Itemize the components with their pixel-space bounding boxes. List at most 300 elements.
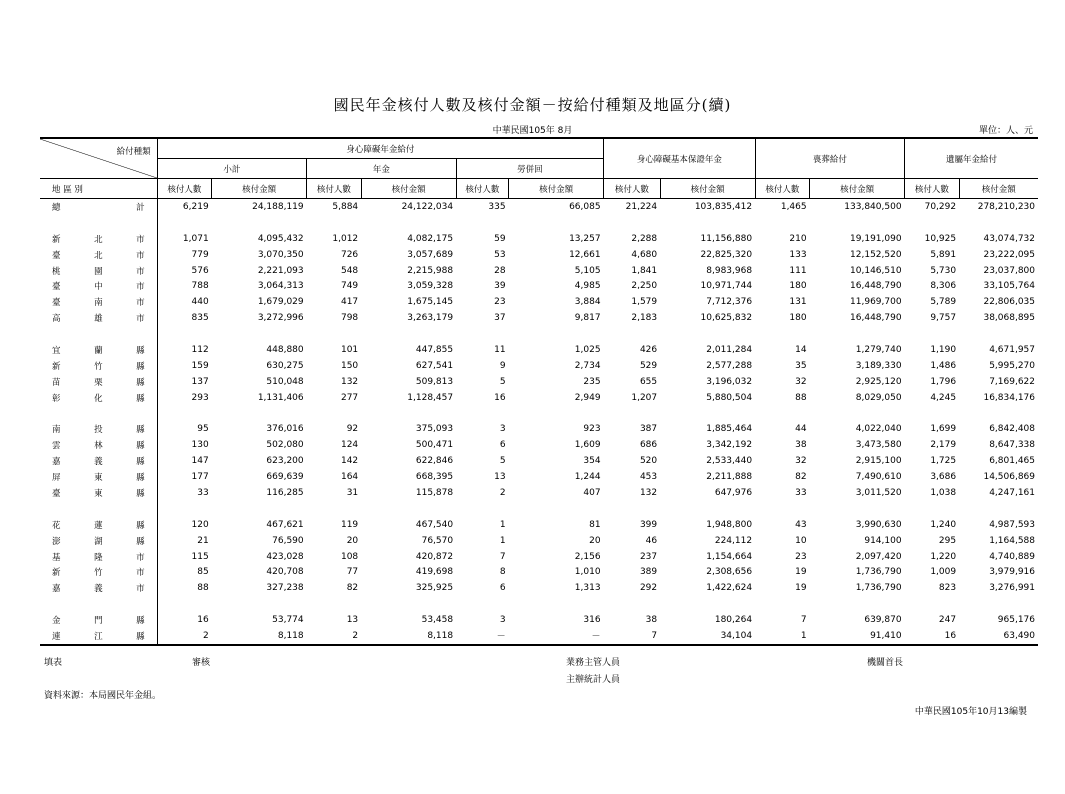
row-spacer [40, 326, 1038, 342]
area-cell [40, 628, 157, 645]
count-cell: 9,757 [930, 313, 957, 324]
count-cell: 39 [494, 281, 506, 292]
table-row [40, 453, 1038, 469]
amount-cell: 3,057,689 [407, 249, 454, 260]
amount-cell: 11,969,700 [850, 297, 902, 308]
count-cell: 1 [499, 519, 506, 530]
amount-cell: 10,146,510 [850, 265, 902, 276]
amount-cell: 509,813 [415, 376, 454, 387]
amount-cell: 19,191,090 [850, 233, 902, 244]
amount-cell: 6,842,408 [989, 424, 1035, 435]
amount-cell: 639,870 [864, 615, 902, 626]
amount-cell: 2,097,420 [855, 551, 902, 562]
count-cell: 95 [197, 424, 209, 435]
count-cell: 726 [340, 249, 359, 260]
area-cell [40, 437, 157, 453]
count-cell: 16 [494, 392, 506, 403]
count-cell: 132 [340, 376, 359, 387]
amount-cell: 647,976 [714, 487, 753, 498]
count-cell: 120 [191, 519, 209, 530]
amount-cell: 16,448,790 [850, 313, 902, 324]
count-cell: 387 [639, 424, 658, 435]
area-name: 連江縣 [52, 631, 145, 642]
row-spacer [40, 406, 1038, 422]
amount-cell: 12,661 [569, 249, 601, 260]
amount-cell: 668,395 [415, 472, 454, 483]
amount-cell: 24,188,119 [252, 201, 304, 212]
count-cell: 440 [191, 297, 209, 308]
amount-cell: 3,979,916 [989, 567, 1035, 578]
amount-cell: 8,029,050 [855, 392, 902, 403]
amount-cell: 81 [589, 519, 601, 530]
amount-cell: 2,011,284 [706, 344, 753, 355]
amount-cell: 20 [589, 535, 601, 546]
area-cell [40, 421, 157, 437]
amount-cell: 1,279,740 [855, 344, 902, 355]
corner-top-label: 給付種類 [116, 147, 151, 157]
amount-cell: 5,105 [574, 265, 601, 276]
col-count: 核付人數 [157, 179, 212, 199]
count-cell: 237 [639, 551, 658, 562]
count-cell: 111 [789, 265, 807, 276]
count-cell: 453 [639, 472, 658, 483]
table-row [40, 247, 1038, 263]
count-cell: 124 [340, 440, 359, 451]
count-cell: 142 [340, 456, 359, 467]
count-cell: 35 [795, 360, 807, 371]
footer-fill: 填表 [44, 658, 63, 668]
amount-cell: 325,925 [415, 583, 454, 594]
table-row [40, 294, 1038, 310]
table-row [40, 358, 1038, 374]
amount-cell: 43,074,732 [983, 233, 1035, 244]
area-cell [40, 294, 157, 310]
count-cell: 1,009 [930, 567, 957, 578]
count-cell: 137 [191, 376, 209, 387]
count-cell: 1,012 [332, 233, 359, 244]
count-cell: 798 [340, 313, 359, 324]
amount-cell: 447,855 [415, 344, 454, 355]
count-cell: 1,796 [930, 376, 957, 387]
amount-cell: 3,342,192 [706, 440, 753, 451]
amount-cell: 53,774 [272, 615, 304, 626]
amount-cell: 3,884 [574, 297, 601, 308]
count-cell: 1 [499, 535, 506, 546]
count-cell: 7 [499, 551, 506, 562]
table-row [40, 628, 1038, 645]
amount-cell: 423,028 [266, 551, 304, 562]
count-cell: － [496, 632, 506, 643]
row-spacer [40, 501, 1038, 517]
count-cell: 5 [499, 376, 506, 387]
table-row [40, 580, 1038, 596]
amount-cell: 502,080 [266, 440, 304, 451]
count-cell: 1 [800, 630, 807, 641]
count-cell: 28 [494, 265, 506, 276]
count-cell: 835 [191, 313, 209, 324]
amount-cell: 8,118 [277, 630, 304, 641]
amount-cell: 2,308,656 [706, 567, 753, 578]
group-header-basic-guarantee: 身心障礙基本保證年金 [604, 138, 756, 179]
amount-cell: 3,059,328 [407, 281, 454, 292]
table-row [40, 263, 1038, 279]
amount-cell: 3,064,313 [257, 281, 304, 292]
amount-cell: 7,169,622 [989, 376, 1035, 387]
area-name: 新北市 [52, 234, 145, 245]
amount-cell: 23,222,095 [983, 249, 1035, 260]
amount-cell: 1,609 [574, 440, 601, 451]
table-row [40, 437, 1038, 453]
col-amount: 核付金額 [660, 179, 755, 199]
count-cell: 159 [191, 360, 209, 371]
count-cell: 2 [352, 630, 359, 641]
area-cell [40, 612, 157, 628]
amount-cell: 4,985 [574, 281, 601, 292]
count-cell: 6 [499, 440, 506, 451]
amount-cell: 3,196,032 [706, 376, 753, 387]
area-name: 臺東縣 [52, 488, 145, 499]
amount-cell: 448,880 [266, 344, 304, 355]
count-cell: 5,891 [930, 249, 957, 260]
amount-cell: 3,070,350 [257, 249, 304, 260]
area-name: 新竹市 [52, 568, 145, 579]
count-cell: 1,486 [930, 360, 957, 371]
amount-cell: 923 [583, 424, 601, 435]
area-name: 苗栗縣 [52, 377, 145, 388]
amount-cell: 4,671,957 [989, 344, 1035, 355]
count-cell: 108 [340, 551, 359, 562]
count-cell: 5,789 [930, 297, 957, 308]
table-row [40, 231, 1038, 247]
amount-cell: 133,840,500 [844, 201, 902, 212]
corner-header [40, 138, 157, 179]
footer-stats-officer: 主辦統計人員 [566, 675, 621, 685]
amount-cell: 76,570 [421, 535, 454, 546]
count-cell: 131 [789, 297, 807, 308]
count-cell: 3 [499, 424, 506, 435]
count-cell: 1,699 [930, 424, 957, 435]
count-cell: 70,292 [924, 201, 957, 212]
group-header-survivor: 遺屬年金給付 [905, 138, 1038, 179]
area-cell [40, 374, 157, 390]
area-header [40, 179, 157, 199]
count-cell: 749 [340, 281, 359, 292]
area-cell [40, 485, 157, 501]
count-cell: 529 [639, 360, 658, 371]
amount-cell: 2,221,093 [257, 265, 304, 276]
amount-cell: 3,263,179 [407, 313, 454, 324]
count-cell: 655 [639, 376, 658, 387]
count-cell: 37 [494, 313, 506, 324]
amount-cell: 376,016 [266, 424, 304, 435]
amount-cell: 278,210,230 [977, 201, 1035, 212]
amount-cell: 420,708 [266, 567, 304, 578]
amount-cell: 115,878 [415, 487, 454, 498]
amount-cell: 4,082,175 [407, 233, 454, 244]
count-cell: 3 [499, 615, 506, 626]
count-cell: 21 [197, 535, 209, 546]
area-cell [40, 278, 157, 294]
report-period: 中華民國105年 8月 [492, 126, 573, 136]
area-cell [40, 564, 157, 580]
amount-cell: 3,473,580 [855, 440, 902, 451]
amount-cell: 116,285 [266, 487, 304, 498]
amount-cell: 1,010 [574, 567, 601, 578]
count-cell: 4,680 [631, 249, 658, 260]
count-cell: 1,725 [930, 456, 957, 467]
count-cell: 133 [789, 249, 807, 260]
amount-cell: 2,533,440 [706, 456, 753, 467]
area-name: 新竹縣 [52, 361, 145, 372]
col-count: 核付人數 [307, 179, 362, 199]
area-name: 臺北市 [52, 250, 145, 261]
count-cell: 53 [494, 249, 506, 260]
count-cell: 1,038 [930, 487, 957, 498]
col-count: 核付人數 [456, 179, 509, 199]
count-cell: 85 [197, 567, 209, 578]
table-row [40, 342, 1038, 358]
count-cell: 130 [191, 440, 209, 451]
footer-supervisor: 業務主管人員 [566, 658, 621, 668]
count-cell: 88 [795, 392, 807, 403]
count-cell: 520 [639, 456, 658, 467]
amount-cell: 8,647,338 [989, 440, 1035, 451]
amount-cell: 327,238 [266, 583, 304, 594]
table-row [40, 469, 1038, 485]
count-cell: 1,841 [631, 265, 658, 276]
amount-cell: 420,872 [415, 551, 454, 562]
amount-cell: 2,949 [574, 392, 601, 403]
count-cell: 3,686 [930, 472, 957, 483]
amount-cell: 14,506,869 [983, 472, 1035, 483]
count-cell: 6 [499, 583, 506, 594]
amount-cell: 354 [583, 456, 601, 467]
count-cell: 823 [938, 583, 957, 594]
table-row [40, 517, 1038, 533]
col-amount: 核付金額 [212, 179, 307, 199]
count-cell: 5,884 [332, 201, 359, 212]
amount-cell: 1,422,624 [706, 583, 753, 594]
area-name: 桃園市 [52, 266, 145, 277]
count-cell: 10 [795, 535, 807, 546]
amount-cell: 1,025 [574, 344, 601, 355]
count-cell: 32 [795, 376, 807, 387]
amount-cell: 16,834,176 [983, 392, 1035, 403]
area-cell [40, 199, 157, 215]
count-cell: 32 [795, 456, 807, 467]
amount-cell: 1,313 [574, 583, 601, 594]
subgroup-subtotal: 小計 [157, 159, 306, 179]
count-cell: 177 [191, 472, 209, 483]
amount-cell: 1,736,790 [855, 567, 902, 578]
count-cell: 112 [191, 344, 209, 355]
row-spacer [40, 215, 1038, 231]
count-cell: 2 [499, 487, 506, 498]
group-header-disability: 身心障礙年金給付 [157, 138, 603, 159]
amount-cell: 630,275 [266, 360, 304, 371]
area-name: 南投縣 [52, 425, 145, 436]
area-cell [40, 453, 157, 469]
amount-cell: 3,990,630 [855, 519, 902, 530]
area-cell [40, 533, 157, 549]
count-cell: 43 [795, 519, 807, 530]
page-title: 國民年金核付人數及核付金額－按給付種類及地區分(續) [333, 96, 732, 114]
count-cell: 293 [191, 392, 209, 403]
col-amount: 核付金額 [361, 179, 456, 199]
count-cell: 33 [795, 487, 807, 498]
col-amount: 核付金額 [959, 179, 1038, 199]
count-cell: 1,190 [930, 344, 957, 355]
count-cell: 576 [191, 265, 209, 276]
count-cell: 548 [340, 265, 359, 276]
amount-cell: 33,105,764 [983, 281, 1035, 292]
area-name: 基隆市 [52, 552, 145, 563]
amount-cell: 66,085 [569, 201, 601, 212]
amount-cell: 7,712,376 [706, 297, 753, 308]
amount-cell: 965,176 [997, 615, 1035, 626]
amount-cell: 38,068,895 [983, 313, 1035, 324]
amount-cell: 22,825,320 [700, 249, 753, 260]
amount-cell: 4,987,593 [989, 519, 1035, 530]
amount-cell: 1,679,029 [257, 297, 304, 308]
count-cell: 23 [494, 297, 506, 308]
col-count: 核付人數 [755, 179, 810, 199]
count-cell: 5 [499, 456, 506, 467]
unit-label: 單位：人、元 [978, 126, 1033, 136]
count-cell: 2 [202, 630, 209, 641]
count-cell: 295 [938, 535, 957, 546]
amount-cell: 5,995,270 [989, 360, 1035, 371]
footer-review: 審核 [192, 658, 211, 668]
amount-cell: 10,625,832 [700, 313, 753, 324]
count-cell: 1,240 [930, 519, 957, 530]
amount-cell: 669,639 [266, 472, 304, 483]
table-row [40, 533, 1038, 549]
count-cell: 59 [494, 233, 506, 244]
count-cell: 115 [191, 551, 209, 562]
amount-cell: 1,948,800 [706, 519, 753, 530]
amount-cell: 316 [583, 615, 601, 626]
row-spacer [40, 596, 1038, 612]
amount-cell: 375,093 [415, 424, 454, 435]
amount-cell: 500,471 [415, 440, 454, 451]
amount-cell: 3,011,520 [855, 487, 902, 498]
area-cell [40, 469, 157, 485]
count-cell: 13 [346, 615, 359, 626]
count-cell: 82 [346, 583, 359, 594]
count-cell: 1,071 [182, 233, 209, 244]
amount-cell: 5,880,504 [706, 392, 753, 403]
count-cell: 19 [795, 583, 807, 594]
count-cell: 82 [795, 472, 807, 483]
amount-cell: 76,590 [272, 535, 304, 546]
col-count: 核付人數 [604, 179, 661, 199]
table-row [40, 612, 1038, 628]
count-cell: 31 [346, 487, 359, 498]
amount-cell: 2,211,888 [706, 472, 753, 483]
amount-cell: 2,734 [574, 360, 601, 371]
table-row [40, 310, 1038, 326]
area-cell [40, 310, 157, 326]
count-cell: 4,245 [930, 392, 957, 403]
table-row [40, 374, 1038, 390]
footer-source: 資料來源：本局國民年金組。 [44, 691, 162, 701]
amount-cell: 235 [583, 376, 601, 387]
count-cell: 1,207 [631, 392, 658, 403]
table-row [40, 421, 1038, 437]
amount-cell: 12,152,520 [850, 249, 902, 260]
amount-cell: 23,037,800 [983, 265, 1035, 276]
count-cell: 38 [645, 615, 658, 626]
amount-cell: 180,264 [714, 615, 753, 626]
group-header-funeral: 喪葬給付 [755, 138, 904, 179]
count-cell: 180 [789, 281, 807, 292]
amount-cell: 1,675,145 [407, 297, 454, 308]
count-cell: 23 [795, 551, 807, 562]
amount-cell: 3,189,330 [855, 360, 902, 371]
amount-cell: 1,164,588 [989, 535, 1035, 546]
amount-cell: 4,740,889 [989, 551, 1035, 562]
count-cell: 150 [340, 360, 359, 371]
count-cell: 180 [789, 313, 807, 324]
amount-cell: 6,801,465 [989, 456, 1035, 467]
amount-cell: 467,540 [415, 519, 454, 530]
footer-date: 中華民國105年10月13編製 [914, 707, 1027, 717]
area-name: 金門縣 [52, 616, 145, 627]
table-row [40, 485, 1038, 501]
count-cell: 779 [191, 249, 209, 260]
count-cell: 11 [494, 344, 506, 355]
table-row [40, 278, 1038, 294]
area-cell [40, 342, 157, 358]
count-cell: 2,250 [631, 281, 658, 292]
count-cell: 19 [795, 567, 807, 578]
table-body [40, 199, 1038, 645]
amount-cell: 510,048 [266, 376, 304, 387]
count-cell: 8 [499, 567, 506, 578]
amount-cell: 4,022,040 [855, 424, 902, 435]
amount-cell: 4,247,161 [989, 487, 1035, 498]
amount-cell: 7,490,610 [855, 472, 902, 483]
count-cell: 44 [795, 424, 807, 435]
area-cell [40, 263, 157, 279]
area-name: 臺中市 [52, 282, 145, 293]
amount-cell: 627,541 [415, 360, 454, 371]
amount-cell: 2,925,120 [855, 376, 902, 387]
count-cell: 335 [488, 201, 506, 212]
amount-cell: 16,448,790 [850, 281, 902, 292]
count-cell: 389 [639, 567, 658, 578]
amount-cell: 91,410 [870, 630, 902, 641]
area-name: 宜蘭縣 [52, 345, 145, 356]
amount-cell: 224,112 [714, 535, 753, 546]
amount-cell: 8,118 [427, 630, 454, 641]
amount-cell: 419,698 [415, 567, 454, 578]
area-cell [40, 231, 157, 247]
count-cell: 10,925 [924, 233, 957, 244]
count-cell: 1,579 [631, 297, 658, 308]
area-name: 高雄市 [52, 314, 145, 325]
count-cell: 33 [197, 487, 209, 498]
amount-cell: 11,156,880 [700, 233, 753, 244]
amount-cell: 53,458 [421, 615, 454, 626]
amount-cell: － [591, 632, 601, 643]
col-amount: 核付金額 [810, 179, 905, 199]
amount-cell: 3,276,991 [989, 583, 1035, 594]
area-cell [40, 580, 157, 596]
count-cell: 686 [639, 440, 658, 451]
amount-cell: 2,156 [574, 551, 601, 562]
